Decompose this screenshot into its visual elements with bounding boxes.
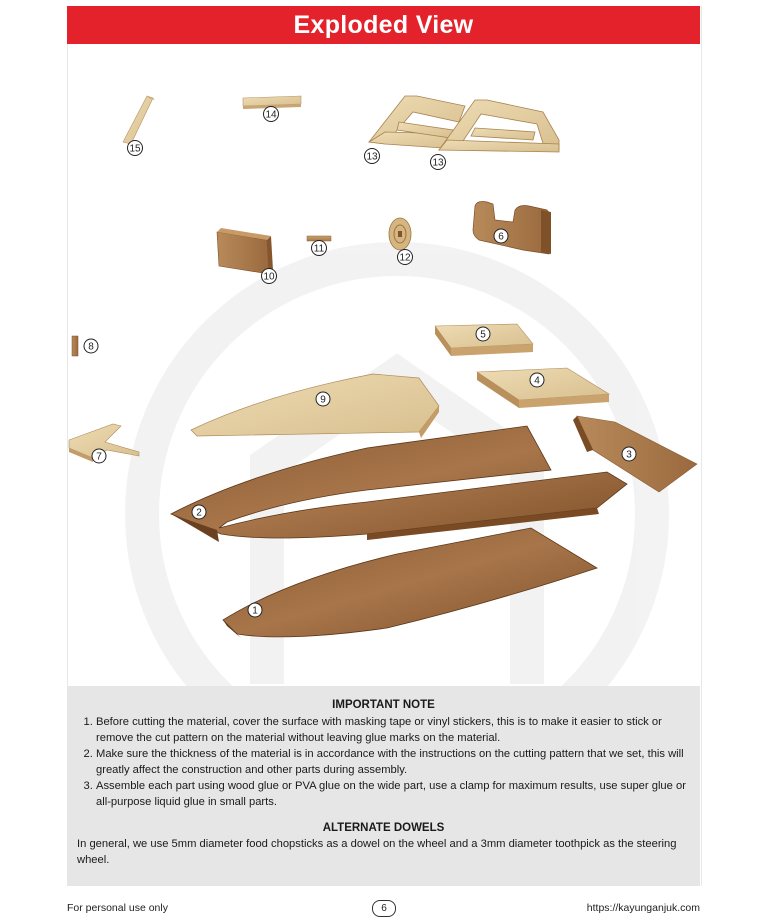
svg-text:3: 3: [626, 449, 632, 461]
svg-text:11: 11: [313, 243, 325, 255]
svg-text:7: 7: [96, 451, 102, 463]
svg-text:14: 14: [265, 109, 277, 121]
note-panel: [67, 686, 700, 886]
callout-8: [84, 339, 98, 353]
svg-text:12: 12: [399, 252, 411, 264]
callout-7: [92, 449, 106, 463]
svg-text:1: 1: [252, 605, 258, 617]
part-4: [477, 368, 609, 408]
part-8: [72, 336, 78, 356]
svg-text:10: 10: [263, 271, 275, 283]
part-10: [217, 228, 273, 274]
callout-9: [316, 392, 330, 406]
note-item: 2. Make sure the thickness of the material is in accordance with the instructions on the cutting pattern that we set, this will greatly affect the construction and other parts during assembly.: [96, 746, 692, 778]
svg-text:4: 4: [534, 375, 540, 387]
part-9: [191, 374, 439, 438]
callout-5: [476, 327, 490, 341]
callout-10: [262, 269, 277, 284]
callout-1: [248, 603, 262, 617]
callout-13b: [431, 155, 446, 170]
callout-3: [622, 447, 636, 461]
svg-text:2: 2: [196, 507, 202, 519]
page-title: Exploded View: [293, 10, 474, 39]
important-note-heading: IMPORTANT NOTE: [332, 699, 435, 711]
page-number: 6: [372, 900, 396, 917]
svg-text:15: 15: [129, 143, 141, 155]
exploded-view-diagram: [67, 44, 700, 686]
callout-4: [530, 373, 544, 387]
note-item: 1. Before cutting the material, cover the surface with masking tape or vinyl stickers, this is to make it easier to stick or remove the cut pattern on the material without leaving glue marks on the material.: [96, 714, 692, 746]
alternate-dowels-text: In general, we use 5mm diameter food chopsticks as a dowel on the wheel and a 3mm diameter toothpick as the steering wheel.: [77, 838, 677, 866]
part-6: [473, 202, 551, 255]
callout-2: [192, 505, 206, 519]
svg-text:13: 13: [432, 157, 444, 169]
part-15: [123, 96, 155, 144]
footer-usage-note: For personal use only: [67, 902, 168, 914]
svg-text:8: 8: [88, 341, 94, 353]
callout-13a: [365, 149, 380, 164]
callout-12: [398, 250, 413, 265]
footer-website-link[interactable]: https://kayunganjuk.com: [586, 902, 700, 914]
important-note-list: [67, 714, 700, 810]
svg-text:9: 9: [320, 394, 326, 406]
alternate-dowels-heading: ALTERNATE DOWELS: [322, 822, 445, 834]
callout-11: [312, 241, 327, 256]
callout-14: [264, 107, 279, 122]
note-item: 3. Assemble each part using wood glue or PVA glue on the wide part, use a clamp for maximum results, use super glue or all-purpose liquid glue in small parts.: [96, 778, 692, 810]
title-bar: [67, 6, 700, 44]
part-2: [171, 426, 627, 542]
svg-text:13: 13: [366, 151, 378, 163]
svg-text:5: 5: [480, 329, 486, 341]
part-12: [389, 218, 411, 250]
callout-6: [494, 229, 508, 243]
callout-15: [128, 141, 143, 156]
svg-text:6: 6: [498, 231, 504, 243]
